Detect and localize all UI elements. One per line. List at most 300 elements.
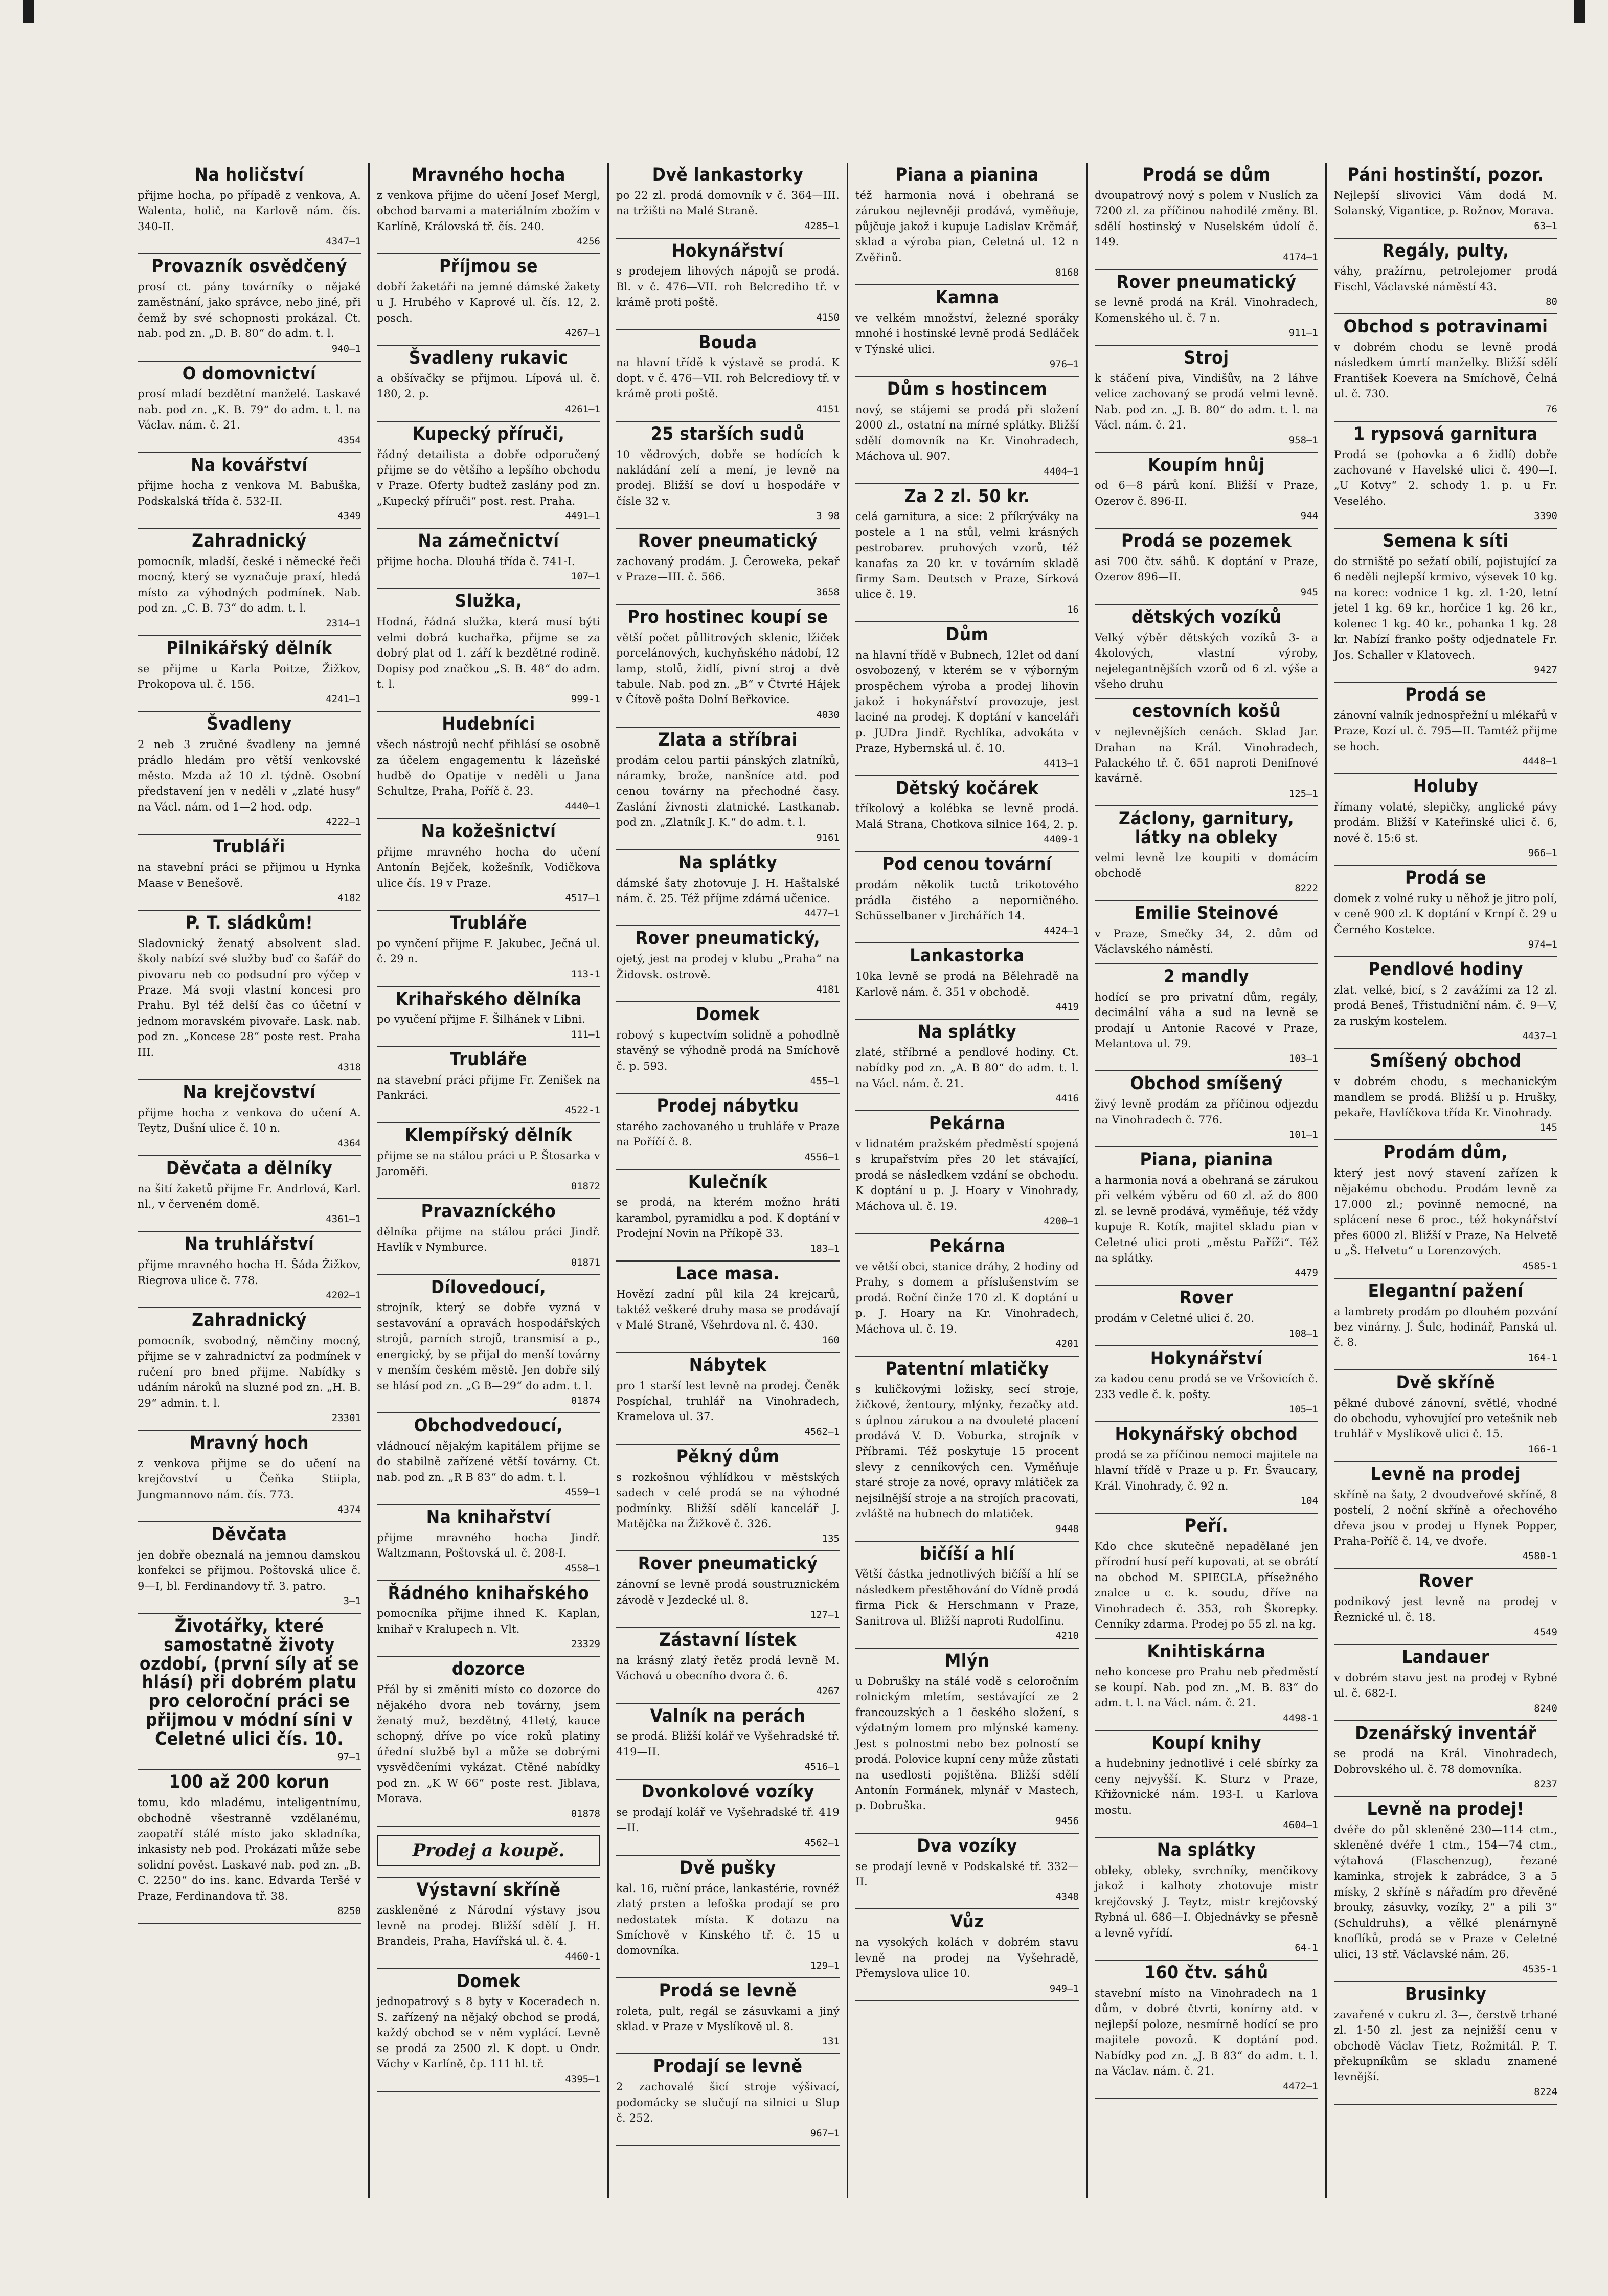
ad-text: prodá se za příčinou nemoci majitele na hlavní třídě v Praze u p. Fr. Švaucary, Král. Vinohrady, č. 92 n. (1095, 1448, 1318, 1492)
ad-heading: Služka, (455, 591, 523, 612)
ad-heading: Prodá se (1405, 868, 1487, 889)
classified-ad (1334, 1279, 1557, 1370)
classified-ad (138, 1080, 361, 1156)
classified-ad (377, 819, 600, 911)
ad-text: pomocník, mladší, české i německé řeči mocný, který se vyznačuje praxí, hledá místo za výhodných podmínek. Nab. pod zn. „C. B. 73“ do adm. t. l. (138, 555, 361, 615)
ad-reference-number: 455—1 (810, 1075, 840, 1087)
ad-text: na hlavní třídě k výstavě se prodá. K dopt. v č. 476—VII. roh Belcrediovy tř. v krámě proti poště. (616, 356, 840, 400)
ad-heading: Piana, pianina (1140, 1150, 1273, 1170)
ad-reference-number: 4241—1 (326, 693, 361, 705)
classified-ad (377, 163, 600, 254)
classified-ad (1095, 699, 1318, 806)
ad-text: z venkova přijme se do učení na krejčovství u Čeňka Stiipla, Jungmannovo nám. čís. 773. (138, 1457, 361, 1501)
ad-text: roleta, pult, regál se zásuvkami a jiný sklad. v Praze v Myslíkově ul. 8. (616, 2005, 840, 2033)
classified-ad (1095, 1639, 1318, 1731)
classified-ad (377, 422, 600, 529)
ad-reference-number: 4285—1 (804, 220, 840, 232)
classified-ad (377, 1969, 600, 2092)
ad-text: se prodá, na kterém možno hráti karambol, pyramidku a pod. K doptání v Prodejní Novin na Příkopě 33. (616, 1196, 840, 1240)
ad-reference-number: 4585-1 (1522, 1260, 1557, 1272)
ad-heading: Na truhlářství (184, 1234, 314, 1255)
ad-heading: Pravazníckého (421, 1201, 556, 1222)
ad-reference-number: 4267 (816, 1685, 840, 1697)
ad-heading: Zástavní lístek (659, 1630, 797, 1650)
ad-heading: Švadleny rukavic (409, 348, 569, 369)
ad-text: a lambrety prodám po dlouhém pozvání bez vinárny. J. Šulc, hodinář, Panská ul. č. 8. (1334, 1305, 1557, 1349)
ad-text: řádný detailista a dobře odporučený přijme se do většího a lepšího obchodu v Praze. Oferty budtež zaslány pod zn. „Kupecký příruči“ post. rest. Praha. (377, 448, 600, 507)
ad-reference-number: 4030 (816, 709, 840, 721)
classified-ad (616, 239, 840, 330)
ad-heading: Rover pneumatický (638, 531, 818, 552)
ad-heading: Děvčata (211, 1524, 287, 1545)
ad-reference-number: 3390 (1534, 510, 1557, 522)
classified-ad (1095, 1961, 1318, 2099)
ad-text: Hodná, řádná služka, která musí býti velmi dobrá kuchařka, přijme se za dobrý plat od 1. září k bezdětné rodině. Dopisy pod značkou „S. B. 48“ do adm. t. l. (377, 616, 600, 690)
classified-ad (1334, 422, 1557, 529)
ad-heading: Záclony, garnitury, látky na obleky (1118, 808, 1295, 848)
classified-ad (377, 1199, 600, 1275)
ad-text: dvéře do půl skleněné 230—114 ctm., skleněné dvéře 1 ctm., 154—74 ctm., výtahová (Flaschenzug), řezané kaminka, strojek k zabrádce, 3 a 5 mísky, 2 skříně s nářadím pro dřevěné brouky, zásuvky, vozíky, 2“ a pili 3“ (Schuldruhs), a vělké plenárnyně knoflíků, prodá se v Praze v Celetné ulici, 13 stř. Václavské nám. 26. (1334, 1824, 1557, 1961)
ad-heading: Dílovedoucí, (431, 1277, 547, 1298)
ad-text: a hudebniny jednotlivé i celé sbírky za ceny nejvyšší. K. Sturz v Praze, Křižovnické nám. 193-I. u Karlova mostu. (1095, 1757, 1318, 1816)
ad-reference-number: 4174—1 (1283, 251, 1318, 263)
classified-ad (855, 1111, 1079, 1234)
ad-reference-number: 4200—1 (1044, 1215, 1079, 1227)
ad-heading: Koupí knihy (1151, 1732, 1261, 1753)
ad-text: nový, se stájemi se prodá při složení 2000 zl., ostatní na mírné splátky. Bližší sdělí domovník na Kr. Vinohradech, Máchova ul. 907. (855, 403, 1079, 463)
ad-text: prosí mladí bezdětní manželé. Laskavé nab. pod zn. „K. B. 79“ do adm. t. l. na Václav. nám. č. 21. (138, 388, 361, 432)
ad-reference-number: 8240 (1534, 1702, 1557, 1714)
ad-reference-number: 9427 (1534, 664, 1557, 676)
ad-reference-number: 911—1 (1288, 327, 1318, 339)
ad-reference-number: 4460-1 (565, 1950, 600, 1962)
classified-ad (1095, 270, 1318, 346)
classified-ad (138, 636, 361, 712)
ad-heading: Rover pneumatický (1116, 272, 1297, 292)
column-6 (1327, 163, 1565, 2198)
classified-ad (377, 1047, 600, 1123)
ad-text: s rozkošnou výhlídkou v městských sadech v celé prodá se na výhodné podmínky. Bližší sdělí kancelář J. Matějčka na Žižkově č. 326. (616, 1471, 840, 1530)
ad-heading: Smíšený obchod (1370, 1051, 1522, 1072)
classified-ad (1334, 1049, 1557, 1140)
ad-reference-number: 8224 (1534, 2086, 1557, 2098)
ad-heading: 25 starších sudů (650, 423, 805, 444)
ad-reference-number: 4374 (337, 1504, 361, 1516)
classified-ad (1334, 774, 1557, 866)
column-3 (609, 163, 848, 2198)
ad-reference-number: 183—1 (810, 1243, 840, 1254)
ad-text: 10ka levně se prodá na Bělehradě na Karlově nám. č. 351 v obchodě. (855, 970, 1079, 998)
ad-heading: Obchodvedoucí, (414, 1415, 563, 1436)
ad-reference-number: 4261—1 (565, 403, 600, 415)
ad-heading: Zahradnický (192, 1310, 307, 1331)
ad-heading: Rover (1418, 1571, 1473, 1592)
ad-reference-number: 4448—1 (1522, 756, 1557, 768)
ad-heading: Elegantní pažení (1368, 1280, 1524, 1301)
ad-heading: Pro hostinec koupí se (627, 606, 828, 627)
ad-reference-number: 23329 (571, 1638, 600, 1650)
classified-ad (138, 1308, 361, 1431)
classified-columns (130, 163, 1565, 2198)
classified-ad (138, 712, 361, 835)
ad-reference-number: 01878 (571, 1808, 600, 1819)
classified-ad (616, 2054, 840, 2146)
classified-ad (616, 1094, 840, 1170)
classified-ad (1095, 453, 1318, 529)
classified-ad (855, 1909, 1079, 2001)
ad-reference-number: 944 (1300, 510, 1318, 522)
ad-heading: cestovních košů (1131, 701, 1281, 722)
ad-reference-number: 9448 (1055, 1523, 1079, 1535)
ad-reference-number: 4256 (577, 236, 600, 247)
ad-reference-number: 4222—1 (326, 816, 361, 828)
ad-reference-number: 101—1 (1288, 1129, 1318, 1140)
classified-ad (138, 529, 361, 636)
ad-heading: Prodá se dům (1142, 165, 1271, 185)
classified-ad (138, 362, 361, 453)
ad-heading: Na zámečnictví (418, 531, 559, 552)
ad-text: se přijme u Karla Poitze, Žižkov, Prokopova ul. č. 156. (138, 662, 361, 690)
classified-ad (616, 422, 840, 529)
classified-ad (616, 1002, 840, 1094)
classified-ad (1334, 314, 1557, 422)
ad-heading: Hokynářství (671, 240, 784, 261)
ad-reference-number: 01874 (571, 1395, 600, 1406)
ad-heading: Prodá se levně (659, 1980, 797, 2001)
column-4 (848, 163, 1088, 2198)
classified-ad (1334, 1370, 1557, 1462)
ad-text: pro 1 starší lest levně na prodej. Čeněk Pospíchal, truhlář na Vinohradech, Kramelova ul. 37. (616, 1379, 840, 1423)
ad-text: prodám v Celetné ulici č. 20. (1095, 1312, 1255, 1325)
ad-reference-number: 135 (822, 1533, 840, 1545)
ad-reference-number: 3 98 (816, 510, 840, 522)
ad-reference-number: 3658 (816, 586, 840, 598)
classified-ad (1334, 1462, 1557, 1569)
ad-text: tomu, kdo mladému, inteligentnímu, obchodně všestranně vzdělanému, zaopatří stálé místo jako skladníka, inkasisty neb pod. Prokázati může sebe solidní pověst. Laskavé nab. pod zn. „B. C. 2250“ do ins. kanc. Edvarda Teršé v Praze, Ferdinandova tř. 38. (138, 1796, 361, 1902)
ad-reference-number: 4580-1 (1522, 1550, 1557, 1562)
ad-reference-number: 4395—1 (565, 2073, 600, 2085)
ad-reference-number: 4604—1 (1283, 1819, 1318, 1831)
ad-text: všech nástrojů nechť přihlásí se osobně za účelem engagementu k lázeňské hudbě do Opatije v neděli u Jana Schultze, Praha, Poříč č. 23. (377, 738, 600, 798)
ad-reference-number: 4549 (1534, 1627, 1557, 1638)
classified-ad (855, 622, 1079, 776)
ad-text: tříkolový a kolébka se levně prodá. Malá Strana, Chotkova silnice 164, 2. p. (855, 802, 1079, 830)
ad-heading: O domovnictví (182, 363, 316, 384)
ad-text: zlat. velké, bicí, s 2 zavážími za 12 zl. prodá Beneš, Třistudniční nám. č. 9—V, za ruským kostelem. (1334, 984, 1557, 1027)
ad-text: Hovězí zadní půl kila 24 krejcarů, taktéž veškeré druhy masa se prodávají v Malé Straně, Všehrdova nl. č. 430. (616, 1288, 840, 1332)
ad-text: v Praze, Smečky 34, 2. dům od Václavského náměstí. (1095, 928, 1318, 956)
classified-ad (1095, 1731, 1318, 1838)
ad-text: který jest nový stavení zařízen k nějakému obchodu. Prodám levně za 17.000 zl.; povinně nemocné, na splácení nese 6 proc., též hokynářství přes 6000 zl. Bližší v Praze, Na Helvetě u „Š. Helvetu“ u Lorenzových. (1334, 1167, 1557, 1257)
classified-ad (616, 926, 840, 1002)
ad-heading: Pilnikářský dělník (166, 638, 332, 659)
ad-text: na krásný zlatý řetěz prodá levně M. Váchová u obecního dvora č. 6. (616, 1654, 840, 1682)
ad-heading: Holuby (1413, 776, 1479, 797)
ad-reference-number: 164-1 (1528, 1352, 1557, 1363)
ad-text: přijme se na stálou práci u P. Štosarka v Jaroměři. (377, 1150, 600, 1178)
ad-heading: Dvonkolové vozíky (641, 1782, 814, 1803)
ad-heading: Švadleny (207, 714, 292, 735)
ad-text: zlaté, stříbrné a pendlové hodiny. Ct. nabídky pod zn. „A. B 80“ do adm. t. l. na Václ. nám. č. 21. (855, 1046, 1079, 1090)
ad-reference-number: 8222 (1295, 883, 1318, 894)
classified-ad (855, 1020, 1079, 1111)
ad-heading: Landauer (1402, 1647, 1489, 1668)
ad-text: přijme hocha z venkova do učení A. Teytz, Dušní ulice č. 10 n. (138, 1106, 361, 1135)
classified-ad (616, 163, 840, 239)
classified-ad (855, 776, 1079, 852)
classified-ad (855, 852, 1079, 943)
ad-reference-number: 4182 (337, 892, 361, 904)
ad-heading: Lankastorka (910, 946, 1025, 966)
ad-heading: Na kožešnictví (421, 821, 556, 842)
ad-text: se prodá. Bližší kolář ve Vyšehradské tř. 419—II. (616, 1730, 840, 1758)
ad-reference-number: 9161 (816, 831, 840, 843)
ad-heading: Provazník osvědčený (151, 256, 347, 277)
classified-ad (1334, 957, 1557, 1049)
ad-text: přijme mravného hocha Jindř. Waltzmann, Poštovská ul. č. 208-I. (377, 1531, 600, 1560)
ad-heading: Semena k síti (1383, 531, 1509, 552)
ad-text: ve větší obci, stanice dráhy, 2 hodiny od Prahy, s domem a příslušenstvím se prodá. Roční činže 170 zl. K doptání u p. J. Hoary na Kr. Vinohradech, Máchova ul. č. 19. (855, 1260, 1079, 1335)
ad-reference-number: 63—1 (1534, 220, 1557, 232)
classified-ad (138, 835, 361, 911)
ad-text: zaskleněné z Národní výstavy jsou levně na prodej. Bližší sdělí J. H. Brandeis, Praha, Havířská ul. č. 4. (377, 1904, 600, 1948)
classified-ad (855, 1357, 1079, 1542)
ad-heading: Brusinky (1405, 1984, 1487, 2005)
ad-heading: Hudebníci (442, 714, 535, 735)
ad-heading: dětských vozíků (1131, 606, 1282, 627)
ad-reference-number: 145 (1539, 1122, 1557, 1134)
ad-heading: Prodají se levně (653, 2056, 803, 2077)
ad-reference-number: 4479 (1295, 1267, 1318, 1279)
ad-reference-number: 4413—1 (1044, 757, 1079, 769)
classified-ad (1095, 1346, 1318, 1423)
ad-text: v nejlevnějších cenách. Sklad Jar. Drahan na Král. Vinohradech, Palackého tř. č. 651 naproti Denifnové kavárně. (1095, 726, 1318, 785)
ad-heading: Řádného knihařského (388, 1583, 590, 1604)
ad-reference-number: 4201 (1055, 1338, 1079, 1349)
classified-ad (855, 1649, 1079, 1834)
ad-heading: Na splátky (678, 852, 778, 873)
classified-ad (138, 254, 361, 362)
ad-text: větší počet půllitrových sklenic, lžiček porcelánových, kuchyňského nádobí, 12 lamp, stolů, židlí, pivní stroj a dvě tabule. Nab. pod zn. „B“ v Čtvrté Hájek v Čítově pošta Dolní Beřkovice. (616, 631, 840, 706)
column-2 (370, 163, 609, 2198)
ad-heading: Hokynářský obchod (1115, 1424, 1298, 1445)
ad-heading: Levně na prodej! (1367, 1799, 1525, 1820)
ad-text: na vysokých kolách v dobrém stavu levně na prodej na Vyšehradě, Přemyslova ulice 10. (855, 1936, 1079, 1980)
ad-text: prodám několik tuctů trikotového prádla čistého a neporničného. Schüsselbaner v Jirchářích 14. (855, 879, 1079, 922)
ad-reference-number: 105—1 (1288, 1404, 1318, 1415)
ad-text: po vyučení přijme F. Šilhánek v Libni. (377, 1013, 585, 1026)
ad-heading: Obchod smíšený (1130, 1073, 1283, 1094)
classified-ad (1095, 346, 1318, 453)
ad-text: přijme hocha, po případě z venkova, A. Walenta, holič, na Karlově nám. čís. 340-II. (138, 189, 361, 233)
classified-ad (138, 911, 361, 1080)
classified-ad (1095, 163, 1318, 270)
ad-heading: Domek (695, 1004, 760, 1025)
ad-reference-number: 4202—1 (326, 1290, 361, 1301)
ad-reference-number: 8237 (1534, 1779, 1557, 1790)
ad-reference-number: 4150 (816, 311, 840, 323)
ad-reference-number: 9456 (1055, 1815, 1079, 1827)
ad-text: od 6—8 párů koní. Bližší v Praze, Ozerov č. 896-II. (1095, 479, 1318, 507)
ad-reference-number: 4347—1 (326, 236, 361, 247)
ad-text: se prodají kolář ve Vyšehradské tř. 419—II. (616, 1806, 840, 1834)
ad-text: Sladovnický ženatý absolvent slad. školy nabízí své služby buď co šafář do pivovaru neb co podsudní pro výčep v Praze. Má svoji vlastní koncesi pro Prahu. Byl též delší čas co účetní v jednom moravském pivovaře. Lask. nab. pod zn. „Koncese 28“ poste rest. Praha III. (138, 937, 361, 1059)
ad-reference-number: 108—1 (1288, 1327, 1318, 1339)
section-title: Prodej a koupě. (412, 1840, 565, 1861)
classified-ad (377, 1581, 600, 1657)
classified-ad (138, 163, 361, 254)
ad-reference-number: 4364 (337, 1137, 361, 1149)
ad-heading: Dvě skříně (1396, 1372, 1496, 1393)
ad-heading: Dům (946, 624, 988, 645)
classified-ad (138, 453, 361, 529)
ad-text: ve velkém množství, železné sporáky mnohé i hostinské levně prodá Sedláček v Týnské ulici. (855, 311, 1079, 355)
ad-heading: Rover pneumatický (638, 1554, 818, 1574)
ad-heading: Pekárna (928, 1236, 1006, 1256)
section-box-title (377, 1835, 600, 1866)
classified-ad (1334, 866, 1557, 957)
classified-ad (616, 1704, 840, 1780)
ad-text: asi 700 čtv. sáhů. K doptání v Praze, Ozerov 896—II. (1095, 555, 1318, 583)
classified-ad (616, 1170, 840, 1262)
classified-ad (377, 529, 600, 589)
ad-heading: Nábytek (689, 1355, 767, 1376)
ad-reference-number: 4559—1 (565, 1487, 600, 1498)
ad-heading: Dzenářský inventář (1355, 1723, 1536, 1744)
ad-text: celá garnitura, a sice: 2 příkrýváky na postele a 1 na stůl, velmi krásných pestrobarev. pruhových vzorů, též kanafas za 20 kr. v továrním skladě firmy Sam. Deutsch v Praze, Sírková ulice č. 19. (855, 510, 1079, 601)
classified-ad (377, 1413, 600, 1505)
ad-heading: Knihtiskárna (1147, 1641, 1266, 1662)
classified-ad (616, 1978, 840, 2055)
ad-reference-number: 131 (822, 2036, 840, 2047)
ad-reference-number: 4535-1 (1522, 1963, 1557, 1975)
classified-ad (616, 1353, 840, 1445)
ad-reference-number: 125—1 (1288, 787, 1318, 799)
ad-text: též harmonia nová i obehraná se zárukou nejlevněji prodává, vyměňuje, půjčuje jakož i kupuje Ladislav Krčmář, sklad a výroba pian, Celetná ul. 12 n Zvěřinů. (855, 189, 1079, 264)
ad-text: prodám celou partii pánských zlatníků, náramky, brože, nanšníce atd. pod cenou továrny na přechodné časy. Zaslání živnosti zlatnické. Lastkanab. pod zn. „Zlatník J. K.“ do adm. t. l. (616, 754, 840, 829)
ad-heading: Mravného hocha (412, 165, 565, 185)
ad-reference-number: 4419 (1055, 1001, 1079, 1012)
scan-mark-right (1574, 0, 1585, 23)
classified-ad (616, 330, 840, 422)
classified-ad (138, 1156, 361, 1232)
classified-ad (616, 1856, 840, 1978)
ad-text: prosí ct. pány továrníky o nějaké zaměstnání, jako správce, nebo jiné, při čemž by své schopnosti prokázal. Ct. nab. pod zn. „D. B. 80“ do adm. t. l. (138, 280, 361, 340)
ad-text: stavební místo na Vinohradech na 1 dům, v dobré čtvrti, konírny atd. v nejlepší poloze, nesmírně hodící se pro majitele povozů. K doptání pod. Nabídky pod zn. „J. B 83“ do adm. t. l. na Václav. nám. č. 21. (1095, 1987, 1318, 2078)
ad-heading: Regály, pulty, (1382, 240, 1509, 261)
classified-ad (1334, 683, 1557, 774)
ad-heading: Kamna (935, 287, 999, 308)
ad-heading: Peří. (1184, 1516, 1229, 1537)
ad-heading: 2 mandly (1163, 966, 1250, 987)
ad-heading: Prodám dům, (1383, 1142, 1508, 1163)
ad-text: a obšívačky se přijmou. Lípová ul. č. 180, 2. p. (377, 372, 600, 400)
ad-text: v lidnatém pražském předměstí spojená s krupařstvím přes 20 let stávající, prodá se následkem vzdání se obchodu. K doptání u p. J. Hoary v Vinohrady, Máchova ul. č. 19. (855, 1137, 1079, 1212)
ad-heading: Stroj (1184, 348, 1229, 369)
ad-reference-number: 4562—1 (804, 1837, 840, 1849)
classified-ad (1334, 529, 1557, 683)
ad-heading: P. T. sládkům! (185, 912, 313, 933)
classified-ad (1095, 605, 1318, 700)
ad-reference-number: 4354 (337, 434, 361, 446)
ad-heading: Páni hostinští, pozor. (1347, 165, 1544, 185)
ad-text: na šití žaketů přijme Fr. Andrlová, Karl. nl., v červeném domě. (138, 1182, 361, 1210)
ad-text: do strniště po sežatí obilí, pojistující za 6 neděli nejlepší krmivo, výsevek 10 kg. na korec: vodnice 1 kg. zl. 1·20, letní jetel 1 kg. 69 kr., horčice 1 kg. 26 kr., kolenec 1 kg. 40 kr., pohanka 1 kg. 28 kr. Nabízí franko pošty odjednatele Fr. Jos. Schaller v Klatovech. (1334, 555, 1557, 661)
classified-ad (616, 605, 840, 728)
ad-reference-number: 3—1 (343, 1595, 361, 1607)
ad-text: se prodá na Král. Vinohradech, Dobrovského ul. č. 78 domovníka. (1334, 1747, 1557, 1775)
ad-heading: Pěkný dům (676, 1446, 780, 1467)
classified-ad (855, 285, 1079, 377)
ad-heading: Na holičství (194, 165, 304, 185)
ad-text: v dobrém chodu, s mechanickým mandlem se prodá. Bližší u p. Hrušky, pekaře, Havlíčkova třída Kr. Vinohrady. (1334, 1075, 1557, 1119)
ad-text: na stavební práci se přijmou u Hynka Maase v Benešově. (138, 861, 361, 889)
classified-ad (616, 1262, 840, 1353)
column-1 (130, 163, 370, 2198)
ad-text: za kadou cenu prodá se ve Vršovicích č. 233 vedle č. k. pošty. (1095, 1372, 1318, 1401)
ad-text: zánovní se levně prodá soustruznickém závodě v Jezdecké ul. 8. (616, 1578, 840, 1606)
ad-text: podnikový jest levně na prodej v Řeznické ul. č. 18. (1334, 1595, 1557, 1624)
classified-ad (377, 1275, 600, 1413)
ad-heading: Dva vozíky (917, 1835, 1017, 1856)
classified-ad (1095, 1147, 1318, 1286)
ad-heading: Na krejčovství (183, 1082, 316, 1103)
ad-heading: Valník na perách (650, 1705, 806, 1726)
ad-text: jednopatrový s 8 byty v Koceradech n. S. zařízený na nějaký obchod se prodá, každý obchod se v něm vyplácí. Levně se prodá za 2500 zl. K dopt. u Ondr. Váchy v Karlíně, čp. 111 hl. tř. (377, 1995, 600, 2070)
ad-text: 10 vědrových, dobře se hodících k nakládání zelí a mení, je levně na prodej. Bližší se doví u hospodáře v čísle 32 v. (616, 448, 840, 507)
ad-text: Přál by si změniti místo co dozorce do nějakého dvora neb továrny, jsem ženatý muž, bezdětný, 41letý, kauce schopný, dříve po více roků platiny úřední službě byl a může se dobrými vysvědčeními vykázat. Ctěné nabídky pod zn. „K W 66“ poste rest. Jiblava, Morava. (377, 1683, 600, 1805)
ad-heading: Děvčata a dělníky (166, 1158, 333, 1179)
ad-heading: dozorce (451, 1659, 526, 1680)
ad-text: 2 neb 3 zručné švadleny na jemné prádlo hledám pro větší venkovské město. Mzda až 10 zl. týdně. Osobní představení jen v neděli v „zlaté husy“ na Václ. nám. od 1—2 hod. odp. (138, 738, 361, 813)
ad-reference-number: 967—1 (810, 2127, 840, 2139)
classified-ad (377, 712, 600, 819)
ad-heading: Dvě lankastorky (652, 165, 804, 185)
ad-reference-number: 4558—1 (565, 1562, 600, 1574)
classified-ad (855, 1542, 1079, 1649)
ad-text: dámské šaty zhotovuje J. H. Haštalské nám. č. 25. Též příjme zdárná učenice. (616, 876, 840, 905)
ad-reference-number: 129—1 (810, 1960, 840, 1971)
ad-reference-number: 4562—1 (804, 1426, 840, 1437)
ad-heading: Domek (456, 1971, 521, 1992)
ad-text: k stáčení piva, Vindišův, na 2 láhve velice zachovaný se prodá velmi levně. Nab. pod zn. „J. B. 80“ do adm. t. l. na Václ. nám. č. 21. (1095, 372, 1318, 432)
ad-heading: Prodej nábytku (656, 1096, 799, 1117)
classified-ad (377, 1123, 600, 1199)
ad-text: hodící se pro privatní dům, regály, decimální váha a sud na levně se prodají u Antonie Racové v Praze, Melantova ul. 79. (1095, 991, 1318, 1050)
ad-reference-number: 160 (822, 1334, 840, 1346)
ad-text: v dobrém chodu se levně prodá následkem úmrtí manželky. Bližší sdělí František Koevera na Smíchově, Čelná ul. č. 730. (1334, 341, 1557, 400)
ad-reference-number: 76 (1546, 403, 1557, 415)
ad-text: neho koncese pro Prahu neb předměstí se koupí. Nab. pod zn. „M. B. 83“ do adm. t. l. na Václ. nám. č. 21. (1095, 1665, 1318, 1709)
ad-text: přijme hocha. Dlouhá třída č. 741-I. (377, 555, 575, 568)
classified-ad (1095, 964, 1318, 1072)
ad-reference-number: 4498-1 (1283, 1712, 1318, 1724)
ad-text: pomocník, svobodný, němčiny mocný, přijme se v zahradnictví za podmínek v ručení pro bned přijme. Nabídky s udáním nároků na sluzné pod zn. „H. B. 29“ admin. t. l. (138, 1334, 361, 1409)
ad-text: jen dobře obeznalá na jemnou damskou konfekci se přijmou. Poštovská ulice č. 9—I, bl. Ferdinandovy tř. 3. patro. (138, 1548, 361, 1592)
ad-reference-number: 127—1 (810, 1609, 840, 1620)
ad-text: pěkné dubové zánovní, světlé, vhodné do obchodu, vyhovující pro vetešnik neb truhlář v Myslíkově ulici č. 15. (1334, 1397, 1557, 1440)
classified-ad (1334, 1140, 1557, 1278)
classified-ad (1334, 163, 1557, 239)
ad-heading: Prodá se pozemek (1121, 531, 1292, 552)
ad-reference-number: 4151 (816, 403, 840, 415)
ad-reference-number: 16 (1067, 603, 1079, 615)
ad-reference-number: 4522-1 (565, 1105, 600, 1116)
ad-text: přijme mravného hocha do učení Antonín Bejček, kožešník, Vodičkova ulice čís. 19 v Praze. (377, 845, 600, 889)
classified-ad (855, 484, 1079, 622)
ad-reference-number: 949—1 (1049, 1983, 1079, 1994)
ad-text: se levně prodá na Král. Vinohradech, Komenského ul. č. 7 n. (1095, 296, 1318, 324)
